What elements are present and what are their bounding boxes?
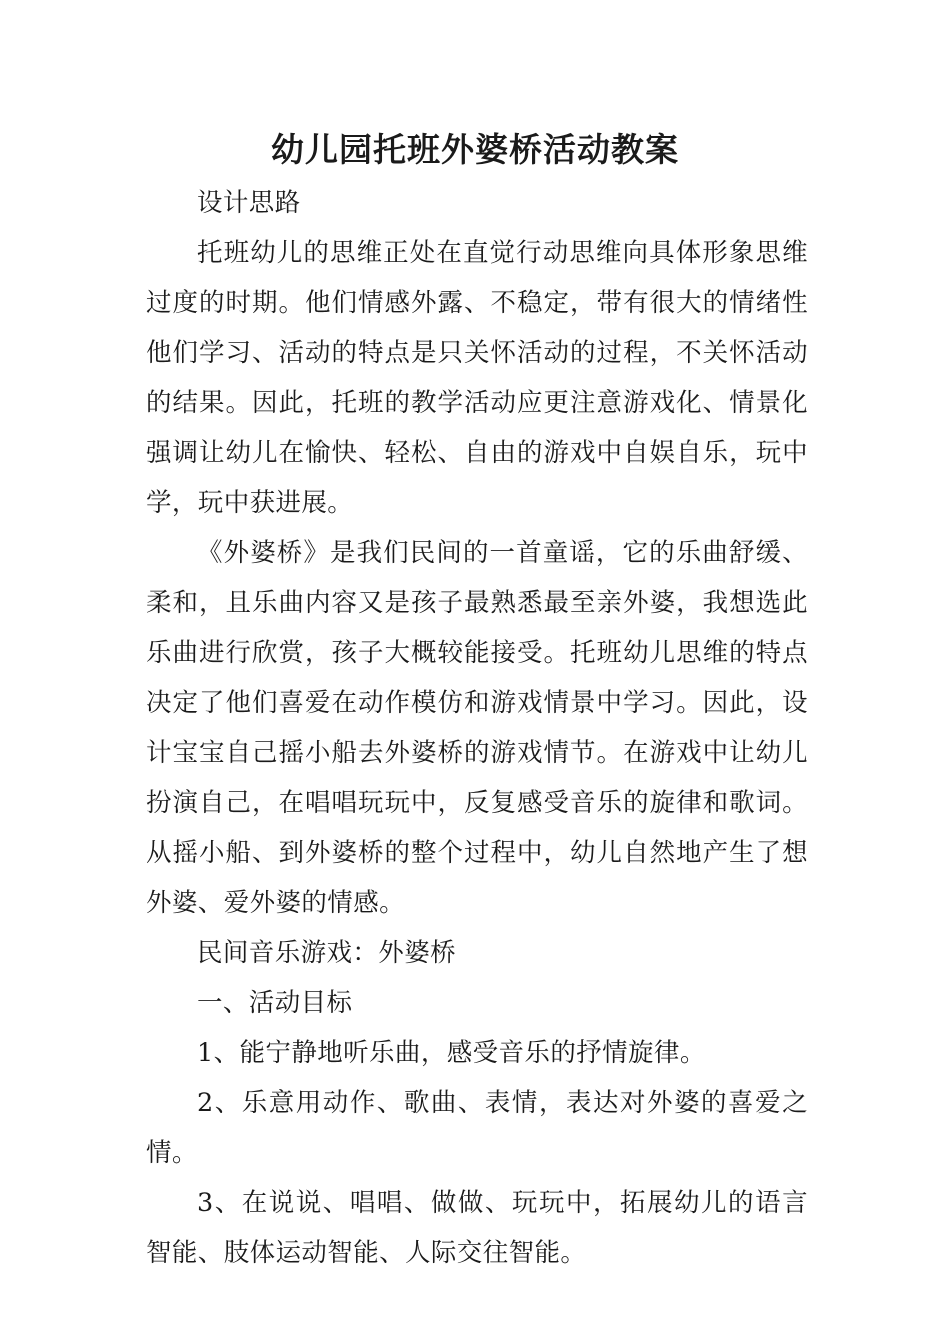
document-body — [146, 178, 808, 1278]
paragraph-heading-design: 设计思路 — [197, 188, 301, 218]
list-item: 3、在说说、唱唱、做做、玩玩中，拓展幼儿的语言智能、肢体运动智能、人际交往智能。 — [146, 1188, 808, 1268]
paragraph-heading-game: 民间音乐游戏：外婆桥 — [197, 938, 457, 968]
list-item: 2、乐意用动作、歌曲、表情，表达对外婆的喜爱之情。 — [146, 1088, 808, 1168]
list-item: 1、能宁静地听乐曲，感受音乐的抒情旋律。 — [197, 1038, 706, 1068]
paragraph: 《外婆桥》是我们民间的一首童谣，它的乐曲舒缓、柔和，且乐曲内容又是孩子最熟悉最至亲外婆，我想选此乐曲进行欣赏，孩子大概较能接受。托班幼儿思维的特点决定了他们喜爱在动作模仿和游戏情景中学习。因此，设计宝宝自己摇小船去外婆桥的游戏情节。在游戏中让幼儿扮演自己，在唱唱玩玩中，反复感受音乐的旋律和歌词。从摇小船、到外婆桥的整个过程中，幼儿自然地产生了想外婆、爱外婆的情感。 — [146, 538, 808, 918]
document-title: 幼儿园托班外婆桥活动教案 — [271, 130, 679, 169]
paragraph-heading-goals: 一、活动目标 — [197, 988, 353, 1018]
paragraph: 托班幼儿的思维正处在直觉行动思维向具体形象思维过度的时期。他们情感外露、不稳定，带有很大的情绪性他们学习、活动的特点是只关怀活动的过程，不关怀活动的结果。因此，托班的教学活动应更注意游戏化、情景化强调让幼儿在愉快、轻松、自由的游戏中自娱自乐，玩中学，玩中获进展。 — [146, 238, 808, 518]
